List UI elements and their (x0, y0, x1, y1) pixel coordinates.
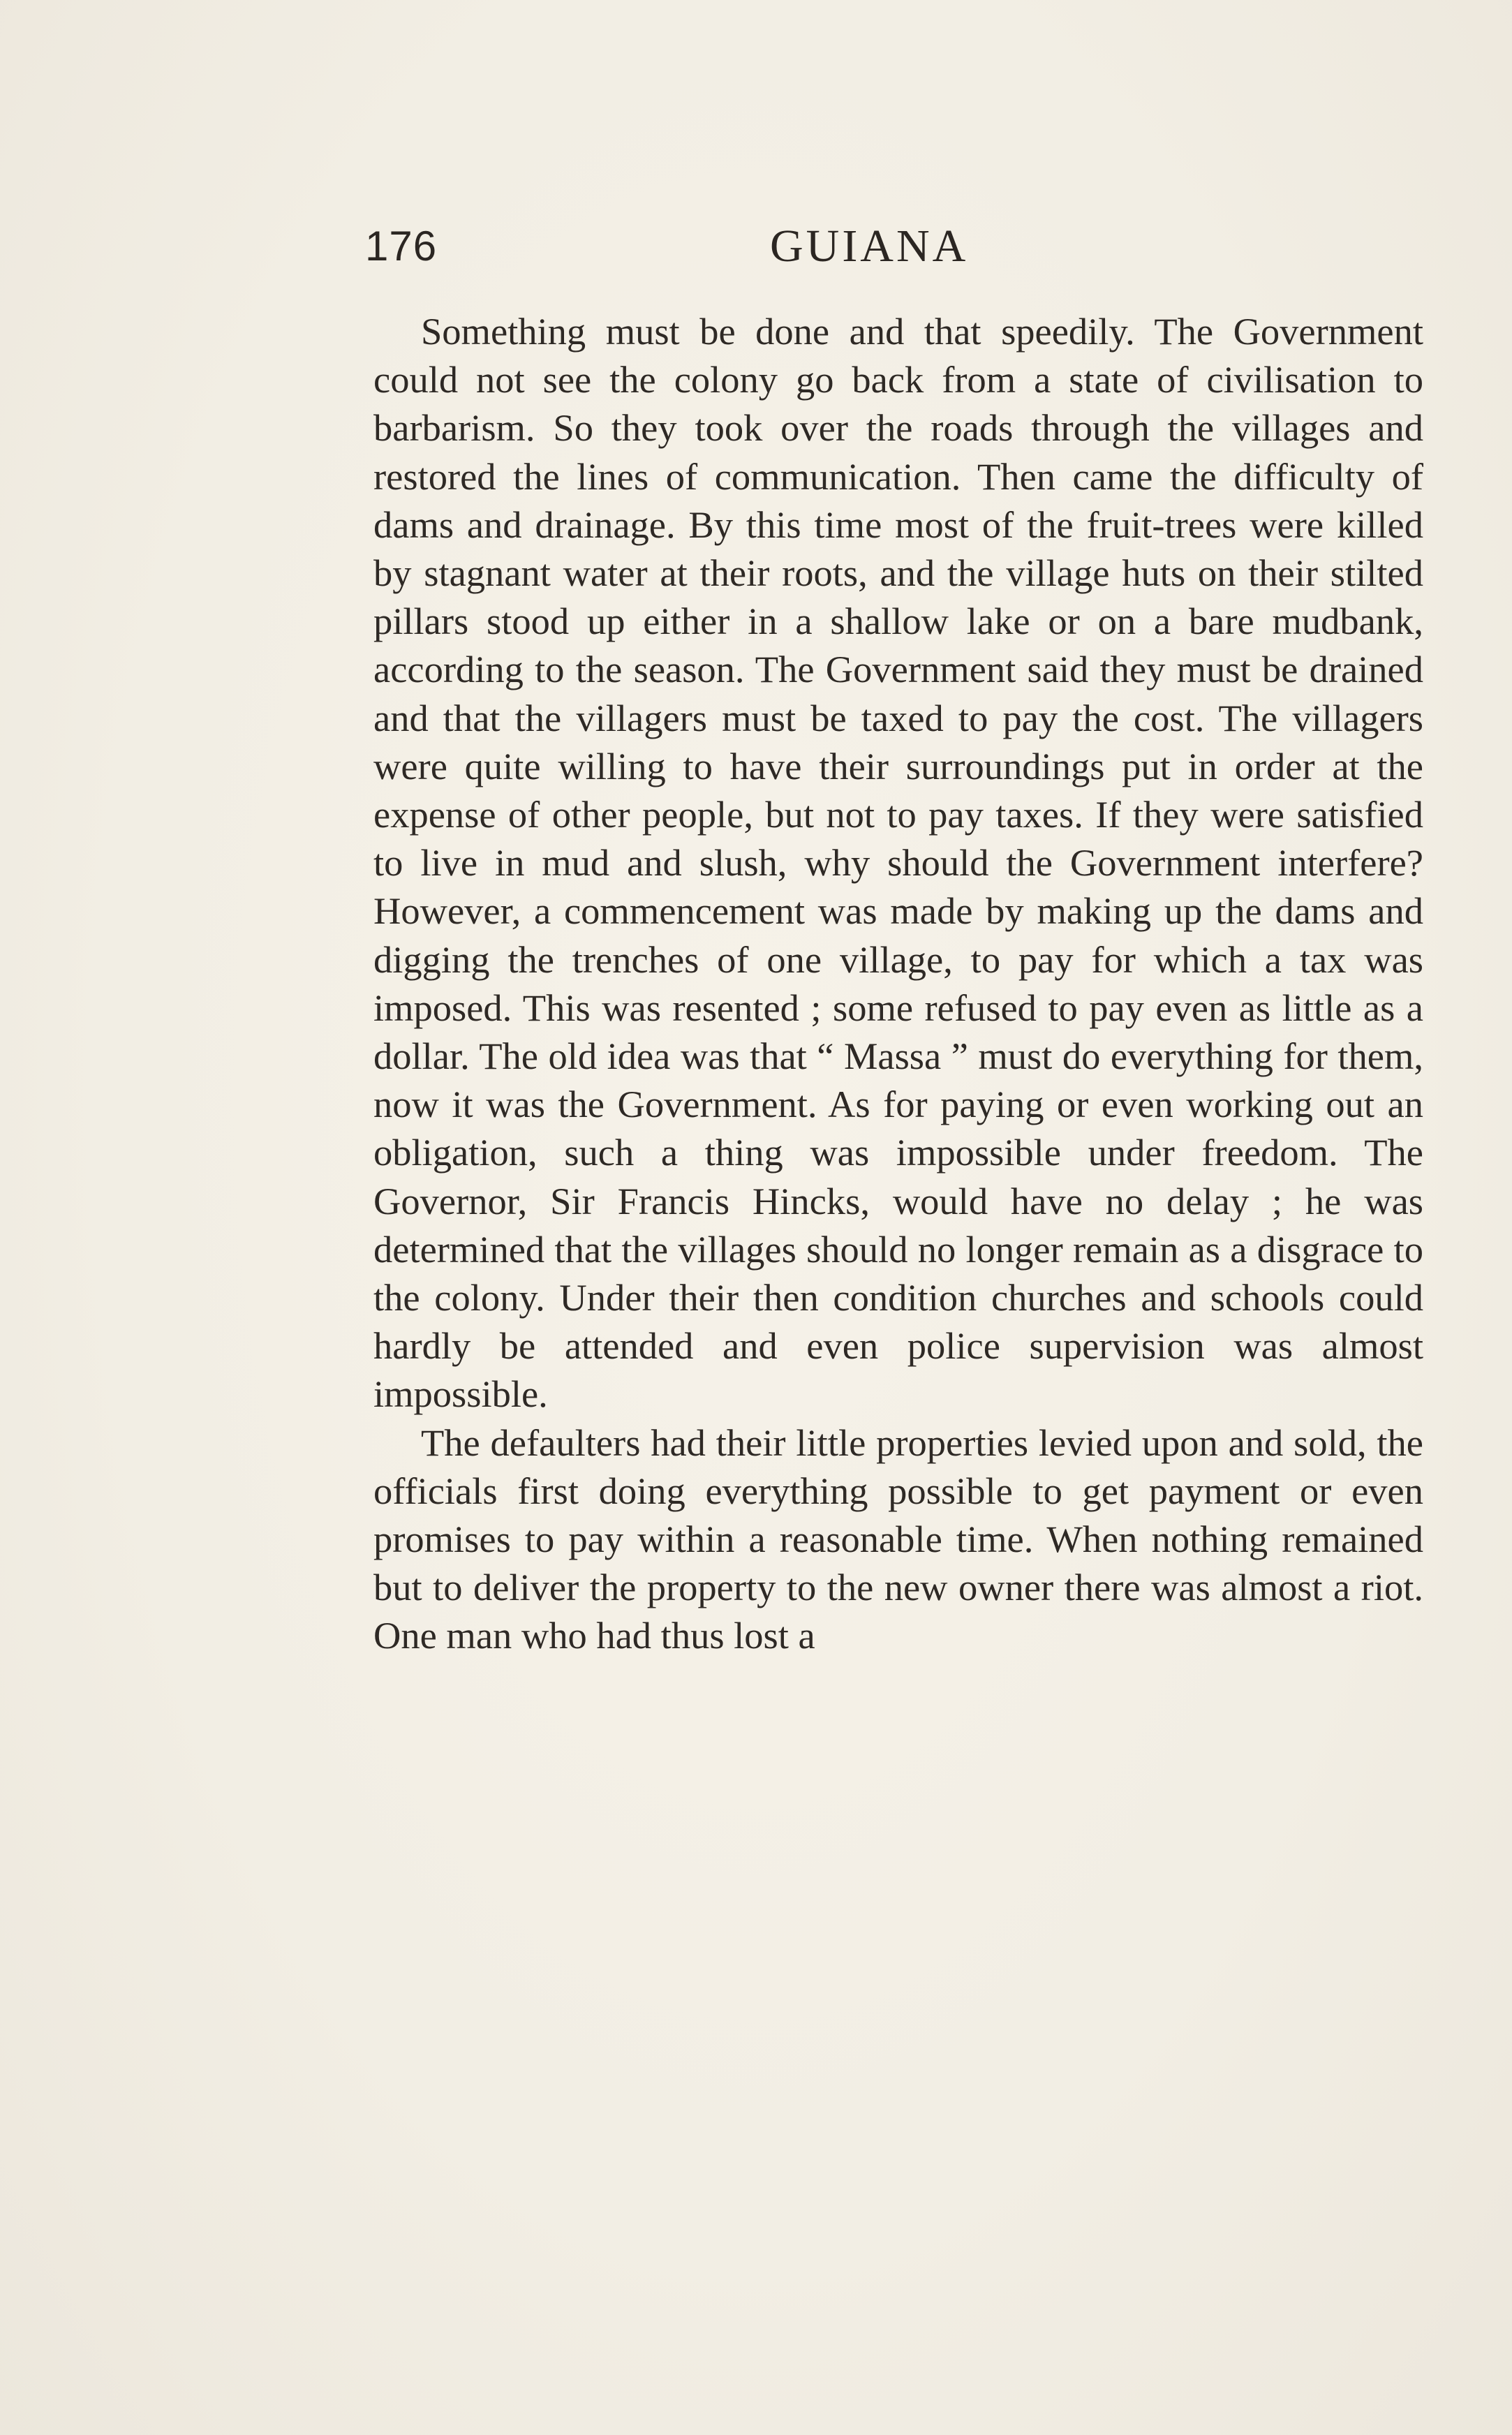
paragraph: Something must be done and that speedily. The Government could not see the colony go back from a state of civilisation to barbarism. So they took over the roads through the villages and restored the lines of communication. Then came the difficulty of dams and drainage. By this time most of the fruit-trees were killed by stagnant water at their roots, and the village huts on their stilted pillars stood up either in a shallow lake or on a bare mudbank, according to the season. The Government said they must be drained and that the villagers must be taxed to pay the cost. The villagers were quite willing to have their surroundings put in order at the expense of other people, but not to pay taxes. If they were satisfied to live in mud and slush, why should the Government interfere? However, a commencement was made by making up the dams and digging the trenches of one village, to pay for which a tax was imposed. This was resented ; some refused to pay even as little as a dollar. The old idea was that “ Massa ” must do everything for them, now it was the Government. As for paying or even working out an obligation, such a thing was impossible under freedom. The Governor, Sir Francis Hincks, would have no delay ; he was determined that the villages should no longer remain as a disgrace to the colony. Under their then condition churches and schools could hardly be attended and even police supervision was almost impossible. (373, 310, 1423, 1416)
running-title: GUIANA (770, 221, 969, 272)
page-number: 176 (365, 223, 438, 269)
body-text (373, 307, 1423, 1660)
paragraph: The defaulters had their little properties levied upon and sold, the officials first doing everything possible to get payment or even promises to pay within a reasonable time. When nothing remained but to deliver the property to the new owner there was almost a riot. One man who had thus lost a (373, 1421, 1423, 1657)
running-head (365, 215, 1168, 278)
